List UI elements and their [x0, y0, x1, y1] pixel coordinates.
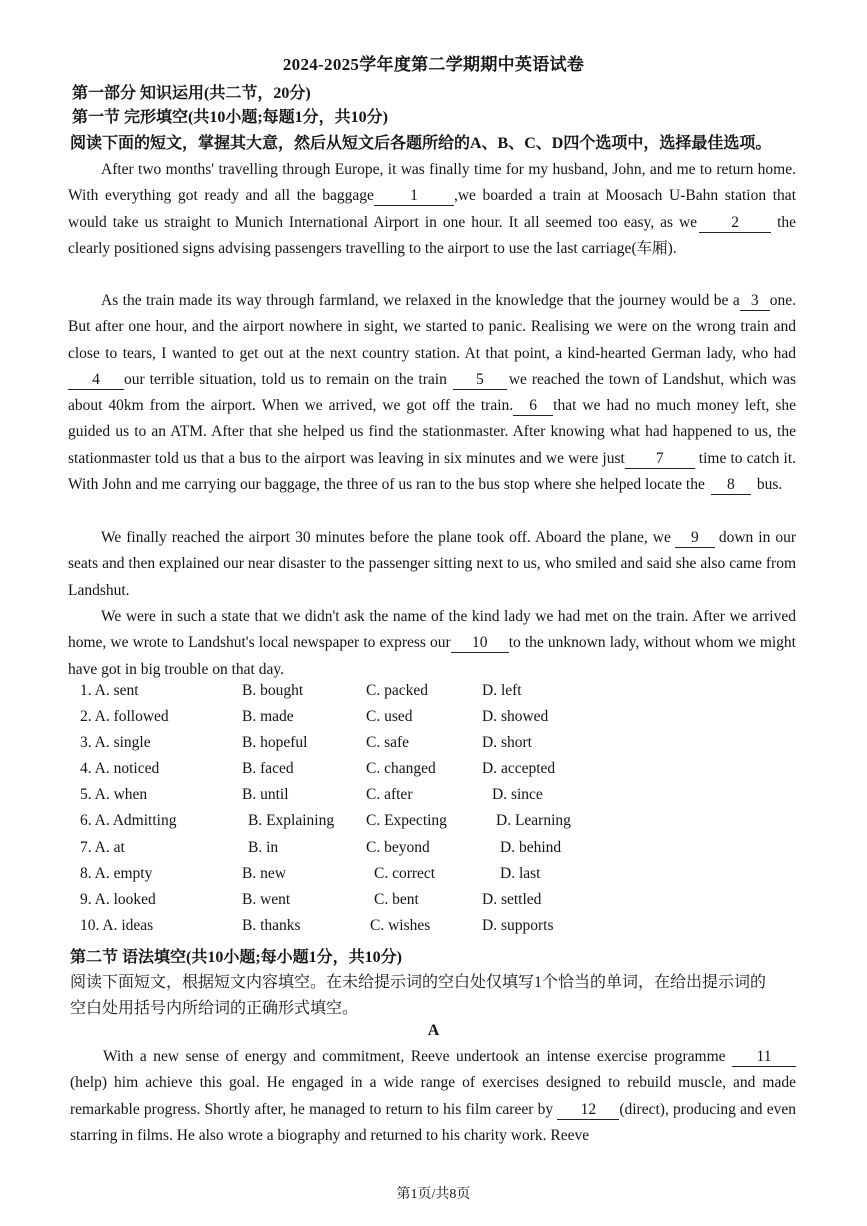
passage-text: With a new sense of energy and commitment, Reeve undertook an intense exercise programme [103, 1048, 726, 1065]
section2-instruction-line2: 空白处用括号内所给词的正确形式填空。 [70, 1000, 359, 1017]
part1-heading: 第一部分 知识运用(共二节，20分) [72, 85, 311, 102]
option-d: D. supports [482, 916, 554, 934]
cloze-text: to the unknown lady, without whom we might have got in big trouble on that day. [68, 634, 796, 678]
blank-12: 12 [557, 1101, 619, 1120]
option-c: C. changed [366, 760, 436, 778]
exam-title: 2024-2025学年度第二学期期中英语试卷 [282, 55, 585, 74]
option-b: B. new [242, 864, 286, 882]
option-b: B. faced [242, 760, 294, 778]
section1-instruction: 阅读下面的短文，掌握其大意，然后从短文后各题所给的A、B、C、D四个选项中，选择最佳选项。 [70, 135, 772, 152]
cloze-text: time to catch it. With John and me carrying our baggage, the three of us ran to the bus stop where she helped locate the [68, 449, 797, 494]
option-row [80, 891, 640, 917]
option-d: D. Learning [496, 812, 571, 830]
cloze-text: bus. [756, 476, 783, 494]
passage-label: A [427, 1022, 440, 1039]
cloze-text: down in our seats and then explained our near disaster to the passenger sitting next to us, who smiled and said she also came from Landshut. [68, 529, 796, 599]
option-b: B. hopeful [242, 734, 308, 752]
option-row [80, 839, 640, 865]
cloze-text: We were in such a state that we didn't ask the name of the kind lady we had met on the train. After we arrived home, we wrote to Landshut's local newspaper to express our [68, 608, 796, 652]
option-a: 9. A. looked [80, 890, 156, 908]
passage-text: (help) him achieve this goal. He engaged in a wide range of exercises designed to rebuild muscle, and made remarkable progress. Shortly after, he managed to return to his film career by [70, 1074, 796, 1118]
option-d: D. showed [482, 708, 549, 726]
option-b: B. made [242, 708, 294, 726]
option-c: C. beyond [366, 838, 430, 856]
option-b: B. went [242, 890, 291, 908]
cloze-text: we reached the town of Landshut, which was about 40km from the airport. When we arrived, we got off the train. [68, 370, 796, 415]
cloze-text: ,we boarded a train at Moosach U-Bahn station that would take us straight to Munich International Airport in one hour. It all seemed too easy, as we [68, 187, 796, 231]
blank-3: 3 [740, 292, 770, 311]
section2-heading: 第二节 语法填空(共10小题;每小题1分，共10分) [70, 949, 402, 966]
blank-4: 4 [68, 371, 124, 390]
cloze-text: We finally reached the airport 30 minutes before the plane took off. Aboard the plane, we [101, 529, 671, 546]
option-c: C. correct [374, 864, 436, 882]
option-a: 2. A. followed [80, 708, 169, 726]
blank-8: 8 [711, 476, 751, 495]
grammar-passage [70, 1044, 796, 1149]
cloze-paragraph-3 [68, 525, 796, 604]
blank-5: 5 [453, 371, 507, 390]
blank-11: 11 [732, 1048, 796, 1067]
blank-7: 7 [625, 450, 695, 469]
cloze-options [80, 682, 640, 943]
blank-9: 9 [675, 529, 715, 548]
option-d: D. settled [482, 890, 542, 908]
cloze-text: our terrible situation, told us to remain on the train [124, 370, 447, 388]
blank-2: 2 [699, 214, 771, 233]
option-b: B. Explaining [248, 812, 335, 830]
option-a: 6. A. Admitting [80, 812, 177, 830]
option-d: D. behind [500, 838, 562, 856]
cloze-text: After two months' travelling through Europe, it was finally time for my husband, John, and me to return home. With everything got ready and all the baggage [68, 161, 796, 205]
option-a: 10. A. ideas [80, 916, 154, 934]
option-row [80, 865, 640, 891]
option-c: C. after [366, 786, 413, 804]
option-b: B. in [248, 838, 279, 856]
option-b: B. until [242, 786, 289, 804]
cloze-text: the clearly positioned signs advising passengers travelling to the airport to use the last carriage(车厢). [68, 213, 796, 257]
option-d: D. short [482, 734, 532, 752]
option-d: D. since [492, 786, 543, 804]
option-row [80, 734, 640, 760]
option-a: 3. A. single [80, 734, 151, 752]
section2-instruction-line1: 阅读下面短文，根据短文内容填空。在未给提示词的空白处仅填写1个恰当的单词，在给出提示词的 [70, 974, 767, 991]
passage-text: (direct), producing and even starring in films. He also wrote a biography and returned to his charity work. Reeve [70, 1100, 797, 1144]
cloze-paragraph-1 [68, 157, 796, 262]
option-a: 7. A. at [80, 838, 125, 856]
option-row [80, 760, 640, 786]
option-d: D. left [482, 682, 522, 699]
option-row [80, 812, 640, 838]
option-b: B. thanks [242, 916, 301, 934]
page-number: 第1页/共8页 [396, 1187, 471, 1202]
option-row [80, 708, 640, 734]
option-a: 8. A. empty [80, 864, 153, 882]
option-c: C. wishes [370, 916, 431, 934]
blank-6: 6 [513, 397, 553, 416]
cloze-paragraph-2 [68, 288, 796, 498]
option-a: 5. A. when [80, 786, 148, 804]
cloze-paragraph-4 [68, 604, 796, 683]
option-d: D. accepted [482, 760, 556, 778]
option-c: C. used [366, 708, 413, 726]
option-c: C. packed [366, 682, 428, 699]
option-row [80, 917, 640, 943]
cloze-text: As the train made its way through farmland, we relaxed in the knowledge that the journey would be a [101, 292, 740, 309]
cloze-text: that we had no much money left, she guided us to an ATM. After that she helped us find the stationmaster. After knowing what had happened to us, the stationmaster told us that a bus to the airport was leaving in six minutes and we were just [68, 397, 797, 467]
option-a: 1. A. sent [80, 682, 139, 699]
blank-1: 1 [374, 187, 454, 206]
option-row [80, 786, 640, 812]
option-row [80, 682, 640, 708]
option-c: C. bent [374, 890, 419, 908]
option-c: C. Expecting [366, 812, 447, 830]
option-d: D. last [500, 864, 541, 882]
cloze-text: one. But after one hour, and the airport nowhere in sight, we started to panic. Realising we were on the wrong train and close to tears, I wanted to get out at the next country station. At that point, a kind-hearted German lady, who had [68, 292, 796, 362]
option-c: C. safe [366, 734, 410, 752]
option-a: 4. A. noticed [80, 760, 160, 778]
blank-10: 10 [451, 634, 509, 653]
section1-heading: 第一节 完形填空(共10小题;每题1分，共10分) [72, 109, 388, 126]
option-b: B. bought [242, 682, 304, 699]
